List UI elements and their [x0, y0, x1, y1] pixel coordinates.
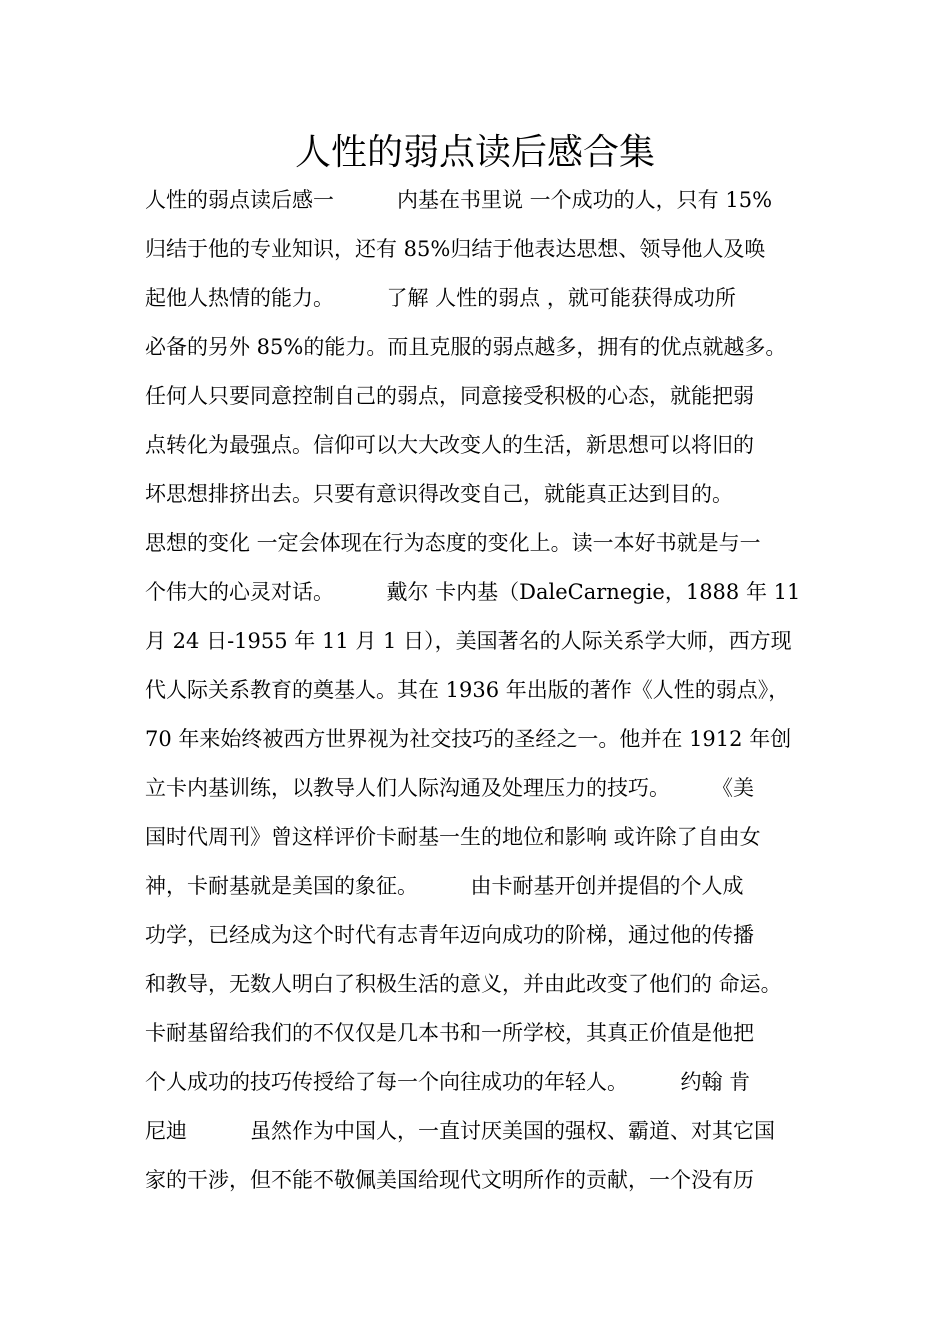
body-line: 个人成功的技巧传授给了每一个向往成功的年轻人。 约翰 肯: [145, 1070, 751, 1094]
document-body: [145, 176, 835, 1205]
body-line: 必备的另外 85%的能力。而且克服的弱点越多，拥有的优点就越多。: [145, 335, 787, 359]
body-line: 尼迪 虽然作为中国人，一直讨厌美国的强权、霸道、对其它国: [145, 1119, 775, 1143]
body-line: 点转化为最强点。信仰可以大大改变人的生活，新思想可以将旧的: [145, 433, 754, 457]
body-line: 个伟大的心灵对话。 戴尔 卡内基（DaleCarnegie，1888 年 11: [145, 580, 801, 604]
body-line: 立卡内基训练，以教导人们人际沟通及处理压力的技巧。 《美: [145, 776, 754, 800]
body-line: 归结于他的专业知识，还有 85%归结于他表达思想、领导他人及唤: [145, 237, 766, 261]
body-line: 70 年来始终被西方世界视为社交技巧的圣经之一。他并在 1912 年创: [145, 727, 792, 751]
body-line: 任何人只要同意控制自己的弱点，同意接受积极的心态，就能把弱: [145, 384, 754, 408]
body-line: 和教导，无数人明白了积极生活的意义，并由此改变了他们的 命运。: [145, 972, 782, 996]
body-line: 思想的变化 一定会体现在行为态度的变化上。读一本好书就是与一: [145, 531, 761, 555]
body-line: 家的干涉，但不能不敬佩美国给现代文明所作的贡献，一个没有历: [145, 1168, 754, 1192]
body-line: 卡耐基留给我们的不仅仅是几本书和一所学校，其真正价值是他把: [145, 1021, 754, 1045]
body-line: 月 24 日-1955 年 11 月 1 日），美国著名的人际关系学大师，西方现: [145, 629, 792, 653]
body-line: 坏思想排挤出去。只要有意识得改变自己，就能真正达到目的。: [145, 482, 733, 506]
body-line: 起他人热情的能力。 了解 人性的弱点 ，就可能获得成功所: [145, 286, 736, 310]
body-line: 神，卡耐基就是美国的象征。 由卡耐基开创并提倡的个人成: [145, 874, 744, 898]
body-line: 国时代周刊》曾这样评价卡耐基一生的地位和影响 或许除了自由女: [145, 825, 761, 849]
body-line: 人性的弱点读后感一 内基在书里说 一个成功的人，只有 15%: [145, 188, 773, 212]
body-line: 功学，已经成为这个时代有志青年迈向成功的阶梯，通过他的传播: [145, 923, 754, 947]
body-line: 代人际关系教育的奠基人。其在 1936 年出版的著作《人性的弱点》，: [145, 678, 790, 702]
document-title: 人性的弱点读后感合集: [294, 132, 655, 173]
